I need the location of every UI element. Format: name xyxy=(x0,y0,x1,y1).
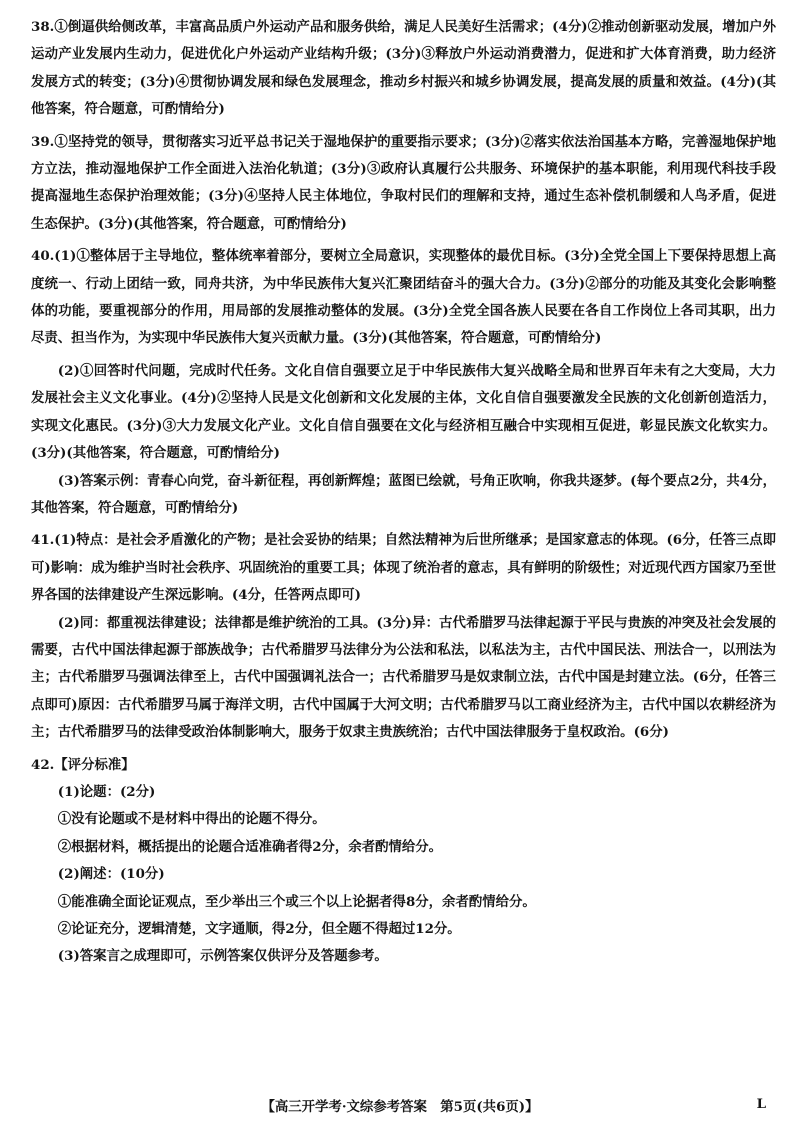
answer-q41-part2: (2)同：都重视法律建设；法律都是维护统治的工具。(3分)异：古代希腊罗马法律起源于平民与贵族的冲突及社会发展的需要，古代中国法律起源于部族战争；古代希腊罗马法律分为公法和私法，以私法为主，古代中国民法、刑法合一，以刑法为主；古代希腊罗马强调法律至上，古代中国强调礼法合一；古代希腊罗马是奴隶制立法，古代中国是封建立法。(6分，任答三点即可)原因：古代希腊罗马属于海洋文明，古代中国属于大河文明；古代希腊罗马以工商业经济为主，古代中国以农耕经济为主；古代希腊罗马的法律受政治体制影响大，服务于奴隶主贵族统治；古代中国法律服务于皇权政治。(6分) xyxy=(31,614,776,741)
q42-item-note: (3)答案言之成理即可，示例答案仅供评分及答题参考。 xyxy=(57,948,388,965)
q42-item-topic: (1)论题：(2分) xyxy=(57,783,156,800)
answer-q40-part3: (3)答案示例：青春心向党，奋斗新征程，再创新辉煌；蓝图已绘就，号角正吹响，你我共逐梦。(每个要点2分，共4分，其他答案，符合题意，可酌情给分) xyxy=(31,472,776,516)
answer-q40-part2: (2)①回答时代问题，完成时代任务。文化自信自强要立足于中华民族伟大复兴战略全局和世界百年未有之大变局，大力发展社会主义文化事业。(4分)②坚持人民是文化创新和文化发展的主体，文化自信自强要激发全民族的文化创新创造活力，实现文化惠民。(3分)③大力发展文化产业。文化自信自强要在文化与经济相互融合中实现相互促进，彰显民族文化软实力。(3分)(其他答案，符合题意，可酌情给分) xyxy=(31,362,776,462)
q42-item-elaboration-rule1: ①能准确全面论证观点，至少举出三个或三个以上论据者得8分，余者酌情给分。 xyxy=(57,893,536,910)
q42-item-topic-rule2: ②根据材料，概括提出的论题合适准确者得2分，余者酌情给分。 xyxy=(57,838,443,855)
page-mark: L xyxy=(756,1096,766,1112)
answer-content xyxy=(31,14,776,971)
answer-q38: 38.①倒逼供给侧改革，丰富高品质户外运动产品和服务供给，满足人民美好生活需求；(4分)②推动创新驱动发展，增加户外运动产业发展内生动力，促进优化户外运动产业结构升级；(3分)③释放户外运动消费潜力，促进和扩大体育消费，助力经济发展方式的转变；(3分)④贯彻协调发展和绿色发展理念，推动乡村振兴和城乡协调发展，提高发展的质量和效益。(4分)(其他答案，符合题意，可酌情给分) xyxy=(31,19,776,118)
answer-q40-part1: 40.(1)①整体居于主导地位，整体统率着部分，要树立全局意识，实现整体的最优目标。(3分)全党全国上下要保持思想上高度统一、行动上团结一致，同舟共济，为中华民族伟大复兴汇聚团结奋斗的强大合力。(3分)②部分的功能及其变化会影响整体的功能，要重视部分的作用，用局部的发展推动整体的发展。(3分)全党全国各族人民要在各自工作岗位上各司其职，出力尽责、担当作为，为实现中华民族伟大复兴贡献力量。(3分)(其他答案，符合题意，可酌情给分) xyxy=(31,248,776,347)
answer-q42-heading: 42.【评分标准】 xyxy=(31,756,135,773)
answer-q41-part1: 41.(1)特点：是社会矛盾激化的产物；是社会妥协的结果；自然法精神为后世所继承；是国家意志的体现。(6分，任答三点即可)影响：成为维护当时社会秩序、巩固统治的重要工具；体现了统治者的意志，具有鲜明的阶级性；对近现代西方国家乃至世界各国的法律建设产生深远影响。(4分，任答两点即可) xyxy=(31,532,776,604)
page-footer: 【高三开学考·文综参考答案 第5页(共6页)】 xyxy=(261,1099,539,1115)
answer-q39: 39.①坚持党的领导，贯彻落实习近平总书记关于湿地保护的重要指示要求；(3分)②落实依法治国基本方略，完善湿地保护地方立法，推动湿地保护工作全面进入法治化轨道；(3分)③政府认真履行公共服务、环境保护的基本职能，利用现代科技手段提高湿地生态保护治理效能；(3分)④坚持人民主体地位，争取村民们的理解和支持，通过生态补偿机制缓和人鸟矛盾，促进生态保护。(3分)(其他答案，符合题意，可酌情给分) xyxy=(31,133,776,232)
q42-item-topic-rule1: ①没有论题或不是材料中得出的论题不得分。 xyxy=(57,811,326,828)
q42-item-elaboration: (2)阐述：(10分) xyxy=(57,866,165,883)
q42-item-elaboration-rule2: ②论证充分，逻辑清楚，文字通顺，得2分，但全题不得超过12分。 xyxy=(57,921,461,937)
